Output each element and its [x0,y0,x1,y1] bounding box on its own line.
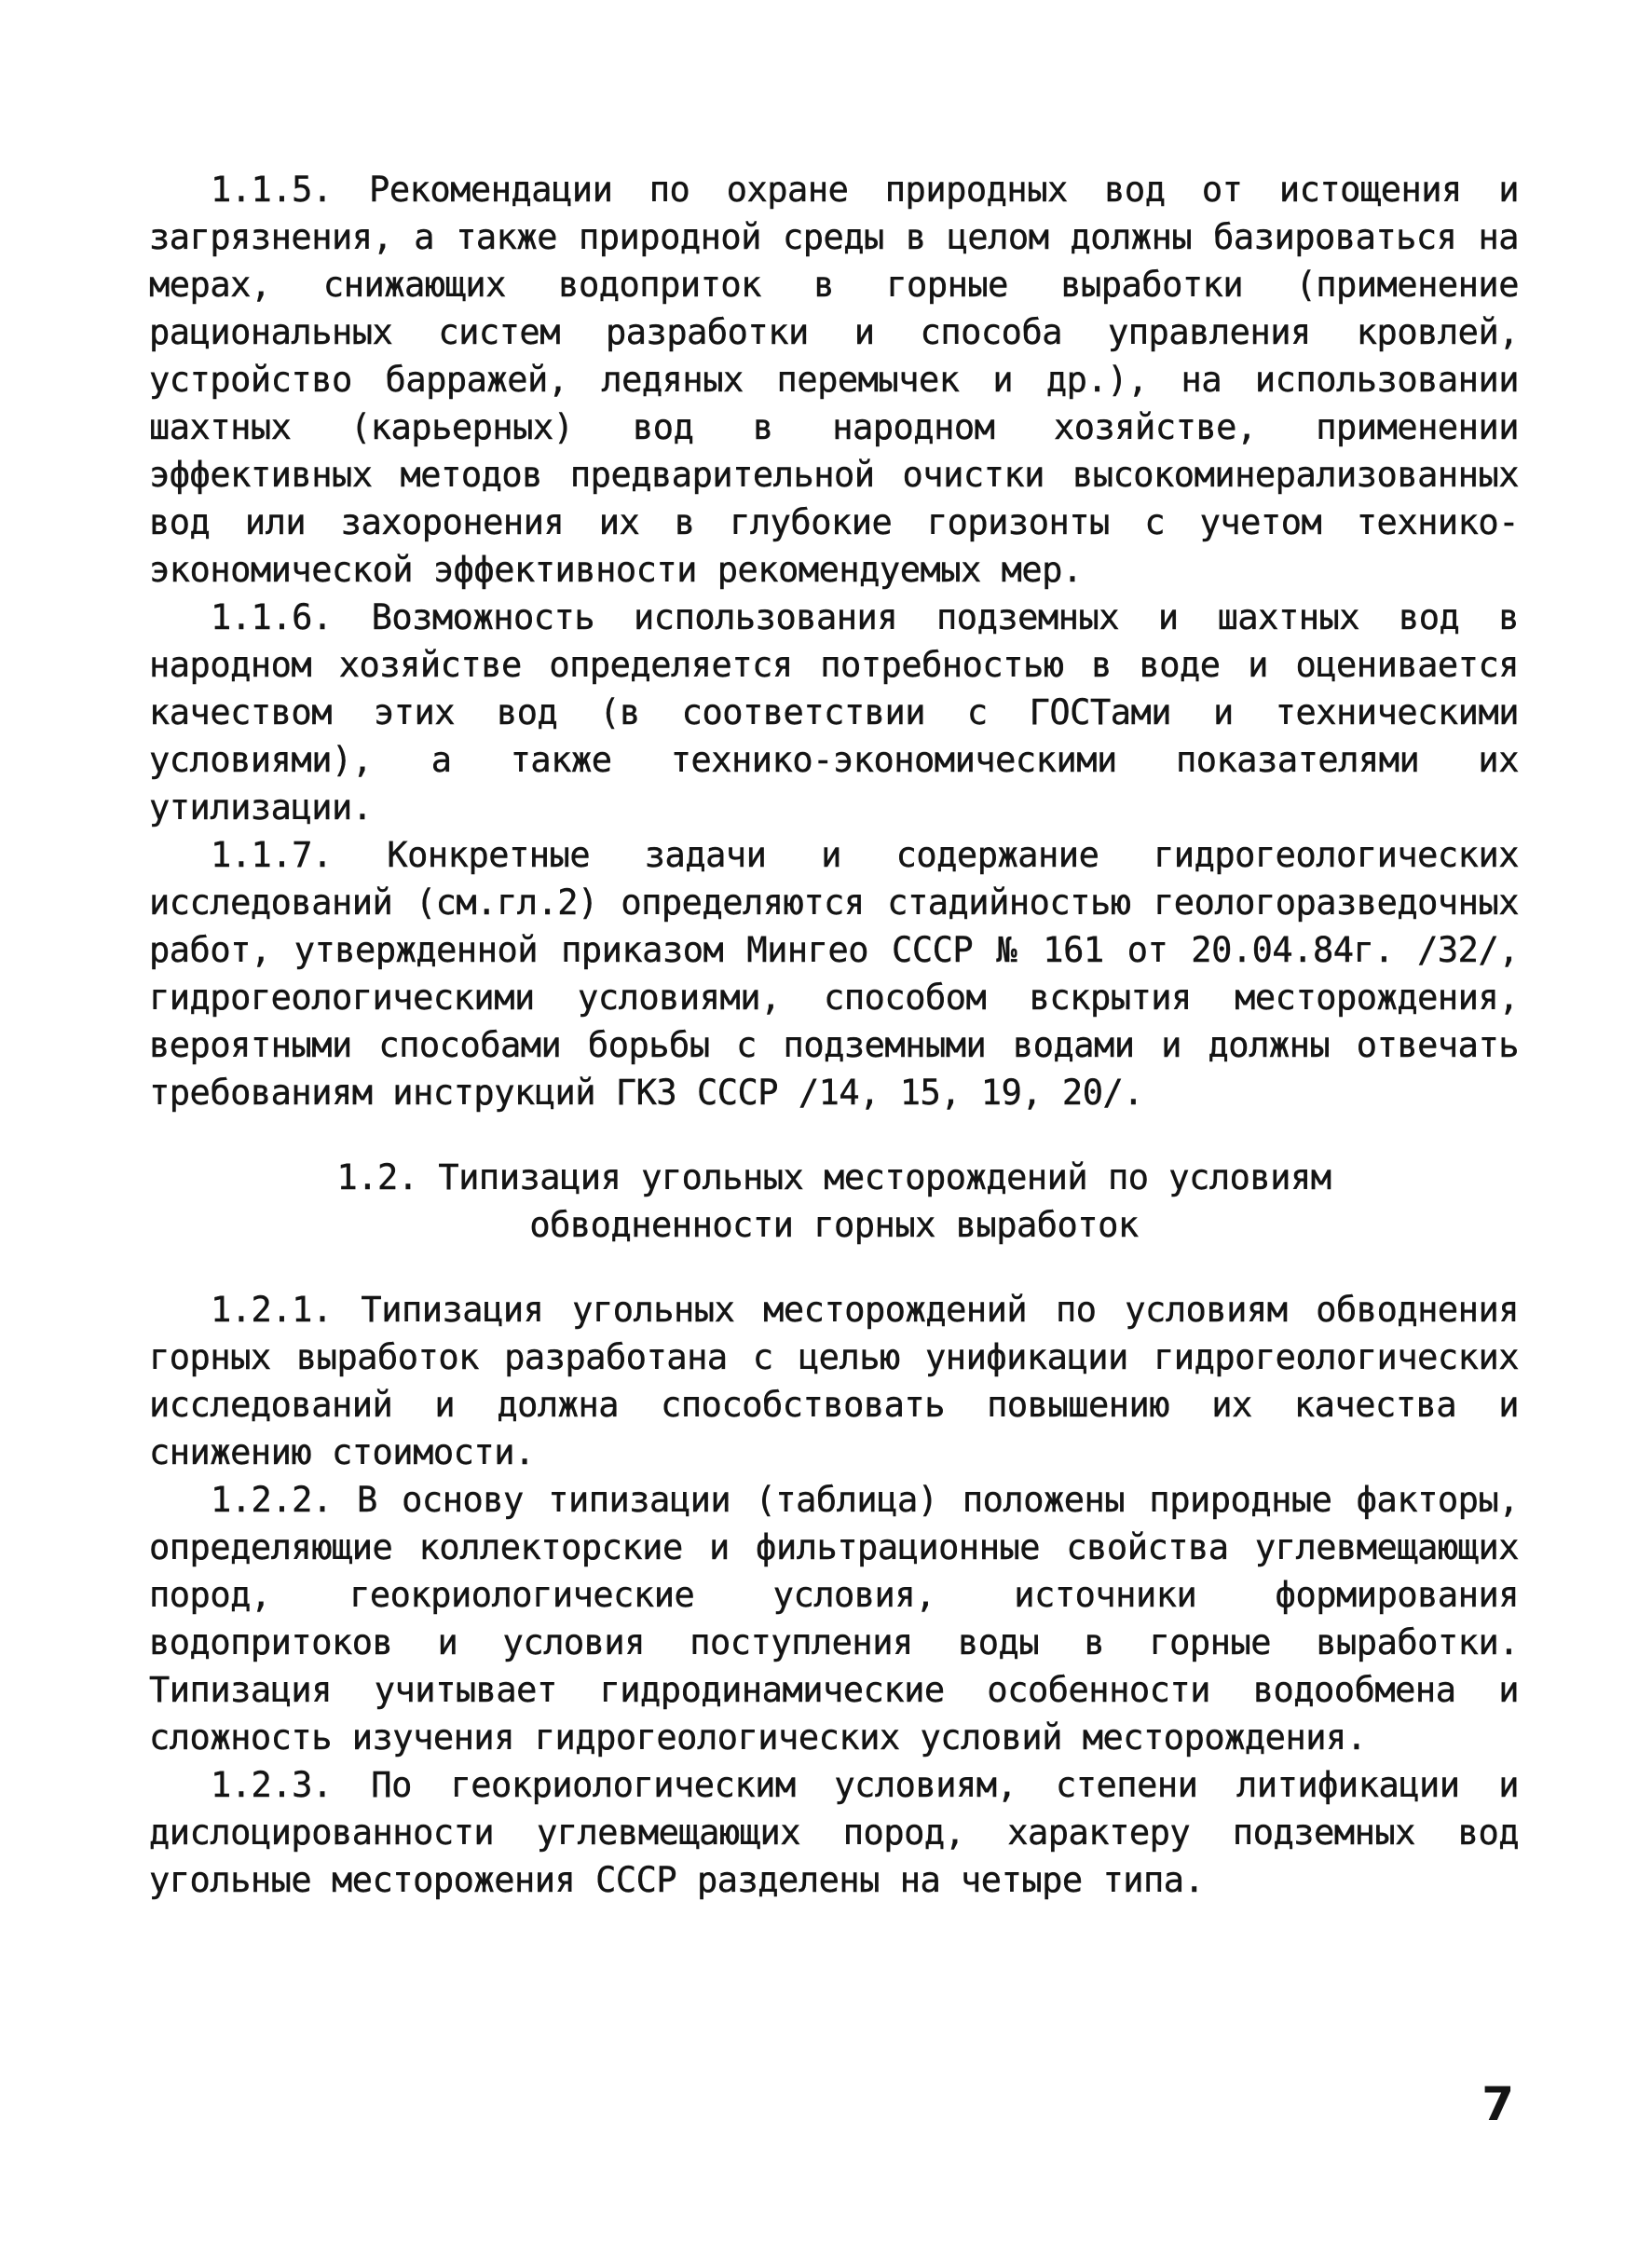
section-heading-line-1: 1.2. Типизация угольных месторождений по условиям [336,1157,1331,1197]
paragraph-1-1-5: 1.1.5. Рекомендации по охране природных вод от истощения и загрязнения, а также природной среды в целом должны базироваться на мерах, снижающих водоприток в горные выработки (применение рациональных систем разработки и способа управления кровлей, устройство барражей, ледяных перемычек и др.), на использовании шахтных (карьерных) вод в народном хозяйстве, применении эффективных методов предварительной очистки высокоминерализованных вод или захоронения их в глубокие горизонты с учетом технико-экономической эффективности рекомендуемых мер. [149,170,1519,590]
paragraph-1-1-6: 1.1.6. Возможность использования подземных и шахтных вод в народном хозяйстве определяется потребностью в воде и оценивается качеством этих вод (в соответствии с ГОСТами и техническими условиями), а также технико-экономическими показателями их утилизации. [149,597,1519,828]
section-heading-line-2: обводненности горных выработок [529,1205,1139,1245]
paragraph-1-1-7: 1.1.7. Конкретные задачи и содержание гидрогеологических исследований (см.гл.2) определяются стадийностью геологоразведочных работ, утвержденной приказом Мингео СССР № 161 от 20.04.84г. /32/, гидрогеологическими условиями, способом вскрытия месторождения, вероятными способами борьбы с подземными водами и должны отвечать требованиям инструкций ГКЗ СССР /14, 15, 19, 20/. [149,835,1519,1113]
paragraph-1-2-2: 1.2.2. В основу типизации (таблица) положены природные факторы, определяющие коллекторские и фильтрационные свойства углевмещающих пород, геокриологические условия, источники формирования водопритоков и условия поступления воды в горные выработки. Типизация учитывает гидродинамические особенности водообмена и сложность изучения гидрогеологических условий месторождения. [149,1480,1519,1758]
paragraph-1-2-1: 1.2.1. Типизация угольных месторождений по условиям обводнения горных выработок разработана с целью унификации гидрогеологических исследований и должна способствовать повышению их качества и снижению стоимости. [149,1290,1519,1472]
page-number: 7 [1481,2077,1514,2131]
page-content [149,166,1519,1904]
paragraph-1-2-3: 1.2.3. По геокриологическим условиям, степени литификации и дислоцированности углевмещающих пород, характеру подземных вод угольные месторожения СССР разделены на четыре типа. [149,1765,1519,1900]
section-heading-1-2 [149,1154,1519,1249]
